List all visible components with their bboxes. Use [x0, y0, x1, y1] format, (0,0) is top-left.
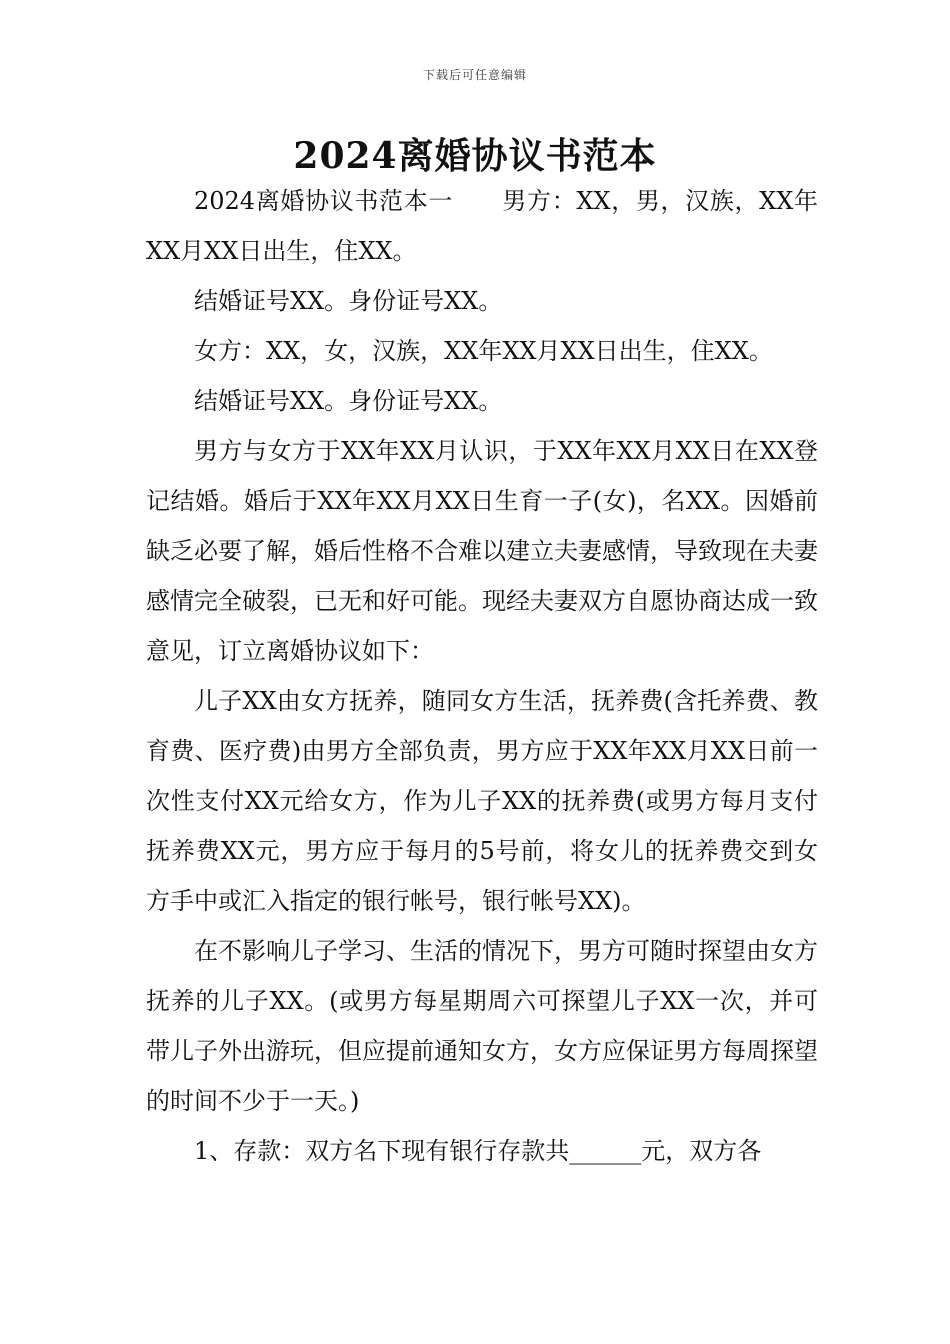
paragraph-visitation: 在不影响儿子学习、生活的情况下，男方可随时探望由女方抚养的儿子XX。(或男方每星期周六可探望儿子XX一次，并可带儿子外出游玩，但应提前通知女方，女方应保证男方每周探望的时间不少于一天。) — [146, 937, 818, 1115]
paragraph-savings — [146, 1126, 818, 1176]
paragraph-female-info: 女方：XX，女，汉族，XX年XX月XX日出生，住XX。 — [194, 337, 773, 365]
paragraph-marriage-background: 男方与女方于XX年XX月认识，于XX年XX月XX日在XX登记结婚。婚后于XX年XX月XX日生育一子(女)，名XX。因婚前缺乏必要了解，婚后性格不合难以建立夫妻感情，导致现在夫妻感情完全破裂，已无和好可能。现经夫妻双方自愿协商达成一致意见，订立离婚协议如下： — [146, 437, 818, 665]
paragraph-child-custody: 儿子XX由女方抚养，随同女方生活，抚养费(含托养费、教育费、医疗费)由男方全部负责，男方应于XX年XX月XX日前一次性支付XX元给女方，作为儿子XX的抚养费(或男方每月支付抚养费XX元，男方应于每月的5号前，将女儿的抚养费交到女方手中或汇入指定的银行帐号，银行帐号XX)。 — [146, 687, 818, 915]
paragraph-female-certificate: 结婚证号XX。身份证号XX。 — [194, 387, 503, 415]
paragraph-male-certificate: 结婚证号XX。身份证号XX。 — [194, 287, 503, 315]
savings-text-after: 元，双方各 — [641, 1137, 762, 1165]
paragraph-intro: 2024离婚协议书范本一 男方：XX，男，汉族，XX年XX月XX日出生，住XX。 — [146, 187, 818, 265]
savings-amount-blank: ______ — [569, 1137, 642, 1165]
savings-text-before: 1、存款：双方名下现有银行存款共 — [194, 1137, 570, 1165]
document-body — [146, 176, 818, 1176]
document-title: 2024离婚协议书范本 — [293, 135, 657, 177]
header-note: 下载后可任意编辑 — [422, 68, 527, 82]
